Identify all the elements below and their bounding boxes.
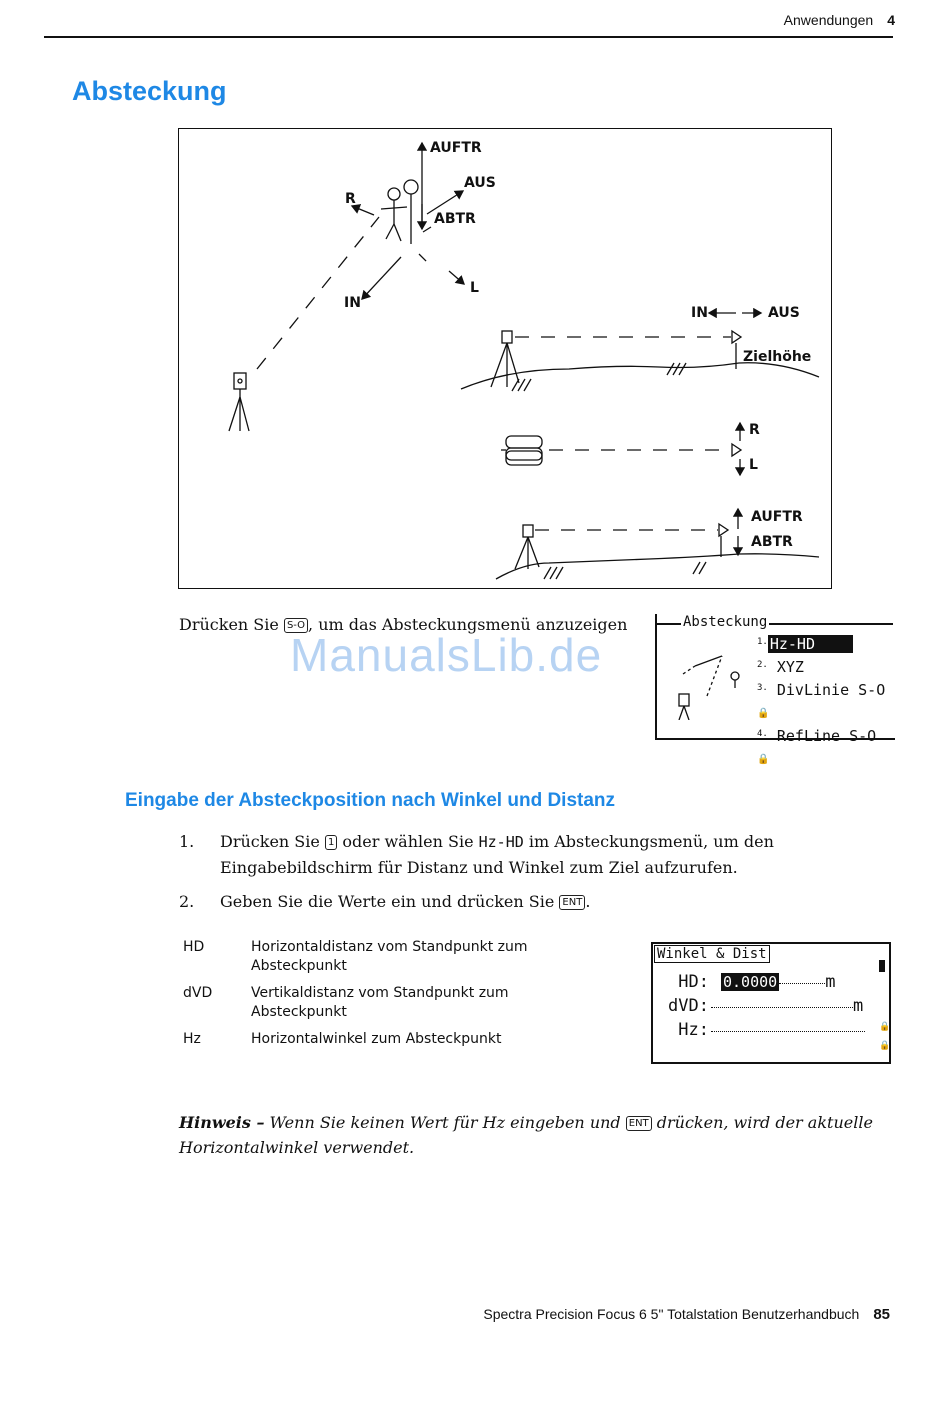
label-aus: AUS <box>464 175 496 191</box>
step-text: Drücken Sie <box>220 832 325 851</box>
chapter-name: Anwendungen <box>783 12 874 28</box>
note-label: Hinweis – <box>179 1113 265 1132</box>
hz-row[interactable] <box>667 1018 865 1042</box>
page-number: 85 <box>873 1306 890 1323</box>
footer-title: Spectra Precision Focus 6 5" Totalstation Benutzerhandbuch <box>483 1306 860 1322</box>
page-footer <box>0 1306 890 1323</box>
stakeout-menu-screen <box>655 614 895 765</box>
dvd-row[interactable] <box>667 994 865 1018</box>
lock-icon: 🔒 <box>757 754 770 765</box>
hz-label: Hz: <box>678 1020 709 1040</box>
hd-value[interactable]: 0.0000 <box>723 973 778 991</box>
menu-list <box>757 632 895 770</box>
hd-row[interactable] <box>667 970 865 994</box>
note-text: drücken, wird der aktuelle <box>651 1113 873 1132</box>
definition-row <box>183 938 603 984</box>
note-text: Horizontalwinkel verwendet. <box>179 1138 415 1157</box>
definition-desc: Horizontalwinkel zum Absteckpunkt <box>251 1031 502 1047</box>
menu-item-xyz[interactable] <box>757 655 895 678</box>
menu-item-label: Hz-HD <box>768 635 853 653</box>
input-screen-title: Winkel & Dist <box>654 945 770 963</box>
chapter-number: 4 <box>887 12 895 28</box>
stakeout-diagram-drawing <box>179 129 831 588</box>
label-in-2: IN <box>691 305 708 321</box>
header-rule <box>44 36 893 38</box>
menu-item-num: 2. <box>757 660 768 670</box>
hd-label: HD: <box>678 972 709 992</box>
label-auftr-2: AUFTR <box>751 509 803 525</box>
step-1 <box>179 829 879 880</box>
menu-item-label: XYZ <box>776 658 804 676</box>
definition-term: dVD <box>183 985 213 1001</box>
label-in: IN <box>344 295 361 311</box>
key-ent: ENT <box>559 895 585 910</box>
label-l-2: L <box>749 457 758 473</box>
label-aus-2: AUS <box>768 305 800 321</box>
note-text: Wenn Sie keinen Wert für Hz eingeben und <box>264 1113 626 1132</box>
label-abtr-2: ABTR <box>751 534 793 550</box>
menu-item-divlinie[interactable] <box>757 678 895 724</box>
angle-distance-screen <box>651 942 891 1064</box>
menu-item-num: 4. <box>757 729 768 739</box>
key-ent: ENT <box>626 1116 652 1131</box>
menu-item-refline[interactable] <box>757 724 895 770</box>
definitions-table <box>183 938 603 1057</box>
page-header <box>0 12 895 28</box>
menu-item-label: RefLine S-O <box>776 727 877 745</box>
step-text: Geben Sie die Werte ein und drücken Sie <box>220 892 560 911</box>
label-r: R <box>345 191 356 207</box>
label-zielhoehe: Zielhöhe <box>743 349 812 365</box>
menu-screen-title: Absteckung <box>683 614 768 630</box>
key-1: 1 <box>325 835 337 850</box>
intro-after: , um das Absteckungsmenü anzuzeigen <box>308 615 628 634</box>
battery-icon <box>879 960 885 972</box>
label-l: L <box>470 280 479 296</box>
stakeout-diagram <box>178 128 832 589</box>
label-auftr: AUFTR <box>430 140 482 156</box>
dvd-label: dVD: <box>668 996 709 1016</box>
definition-row <box>183 984 603 1030</box>
intro-before: Drücken Sie <box>179 615 284 634</box>
definition-term: HD <box>183 939 205 955</box>
lock-icon: 🔒 <box>879 1041 891 1051</box>
menu-item-hz-hd[interactable] <box>757 632 895 655</box>
watermark: ManualsLib.de <box>290 629 603 681</box>
dvd-unit: m <box>853 996 864 1016</box>
lock-icon: 🔒 <box>879 1022 891 1032</box>
lock-icon: 🔒 <box>757 708 770 719</box>
menu-item-num: 1. <box>757 637 768 647</box>
step-text: . <box>585 892 591 911</box>
definition-desc: Horizontaldistanz vom Standpunkt zum Absteckpunkt <box>251 939 528 974</box>
definition-desc: Vertikaldistanz vom Standpunkt zum Absteckpunkt <box>251 985 509 1020</box>
menu-item-label: DivLinie S-O <box>776 681 886 699</box>
hd-unit: m <box>825 972 836 992</box>
note <box>179 1110 879 1160</box>
label-r-2: R <box>749 422 760 438</box>
step-number: 1. <box>179 832 195 851</box>
menu-item-num: 3. <box>757 683 768 693</box>
step-text: oder wählen Sie <box>337 832 479 851</box>
instrument-icon <box>677 650 747 720</box>
step-number: 2. <box>179 892 195 911</box>
step-text: Eingabebildschirm für Distanz und Winkel zum Ziel aufzurufen. <box>220 858 738 877</box>
code-hz-hd: Hz-HD <box>478 833 524 851</box>
label-abtr: ABTR <box>434 211 476 227</box>
definition-term: Hz <box>183 1031 201 1047</box>
definition-row <box>183 1030 603 1057</box>
step-2 <box>179 889 879 914</box>
section-title: Eingabe der Absteckposition nach Winkel und Distanz <box>125 790 616 811</box>
input-rows <box>667 970 865 1042</box>
page-title: Absteckung <box>72 76 227 106</box>
key-s-o: S-O <box>284 618 308 633</box>
step-text: im Absteckungsmenü, um den <box>523 832 774 851</box>
